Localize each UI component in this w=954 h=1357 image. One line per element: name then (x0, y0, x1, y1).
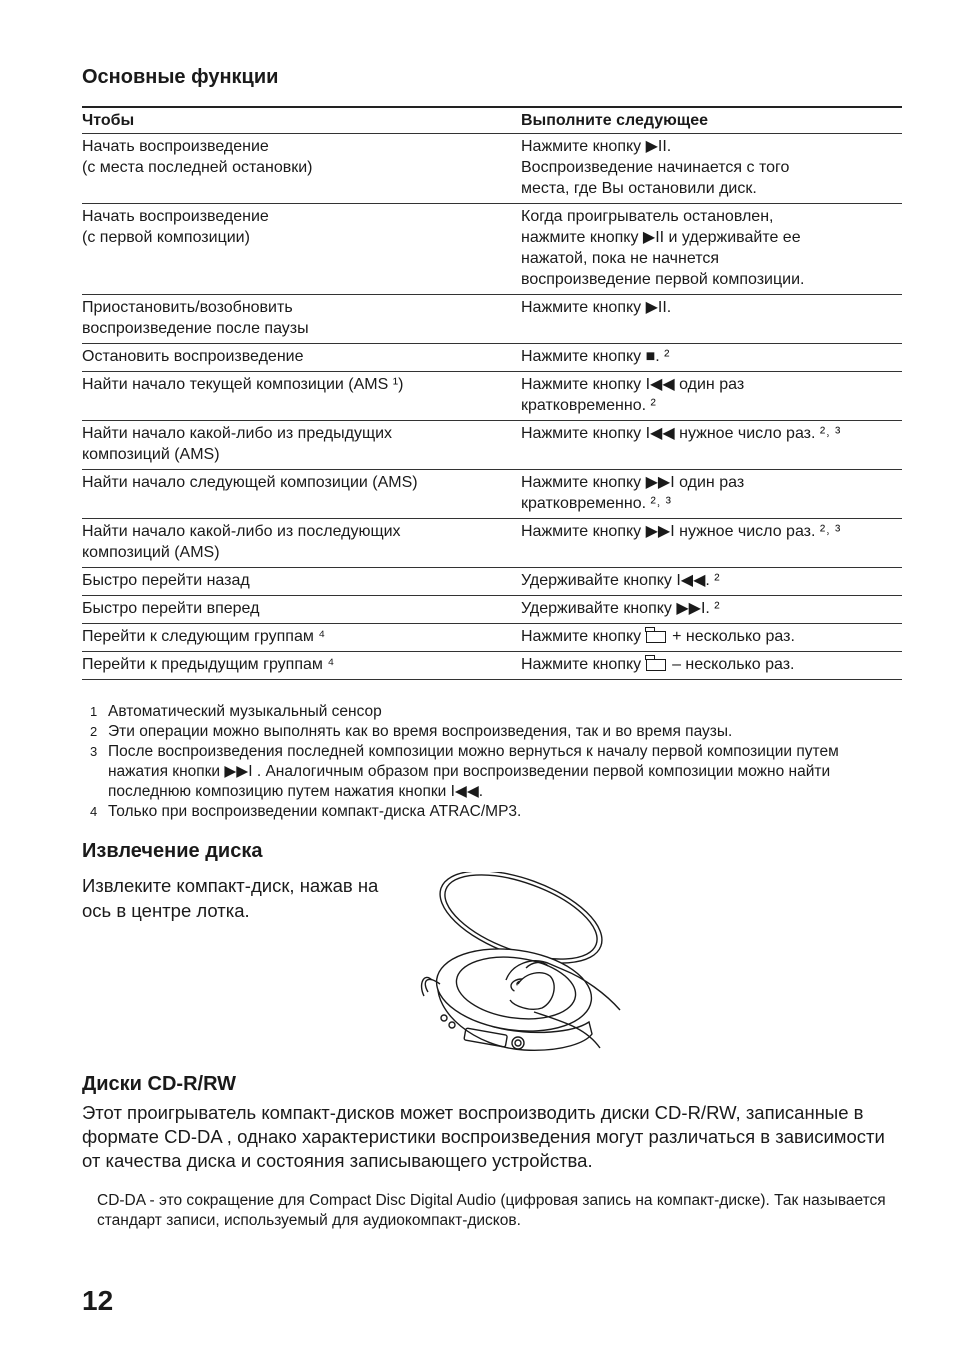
table-cell-purpose: Найти начало следующей композиции (AMS) (82, 470, 521, 519)
folder-icon (646, 659, 666, 671)
table-cell-purpose: Начать воспроизведение (с места последней остановки) (82, 134, 521, 204)
table-cell-action: Нажмите кнопку ▶II. (521, 295, 902, 344)
table-cell-action: Удерживайте кнопку I◀◀. ² (521, 568, 902, 596)
table-cell-purpose: Найти начало какой-либо из предыдущих композиций (AMS) (82, 421, 521, 470)
table-row (82, 470, 902, 519)
section-title-cdr-rw: Диски CD-R/RW (82, 1073, 237, 1095)
table-cell-purpose: Остановить воспроизведение (82, 344, 521, 372)
table-row (82, 204, 902, 295)
footnote: 1 Автоматический музыкальный сенсор (90, 703, 382, 720)
table-header-row (82, 107, 902, 134)
table-row (82, 624, 902, 652)
table-cell-action: Нажмите кнопку I◀◀ нужное число раз. ²˒ ³ (521, 421, 902, 470)
table-cell-purpose: Найти начало какой-либо из последующих композиций (AMS) (82, 519, 521, 568)
footnote: 4 Только при воспроизведении компакт-диска ATRAC/MP3. (90, 803, 522, 820)
section-title-eject: Извлечение диска (82, 840, 263, 862)
table-cell-action: Нажмите кнопку ▶II. Воспроизведение начинается с того места, где Вы остановили диск. (521, 134, 902, 204)
table-cell-action: Нажмите кнопку – несколько раз. (521, 652, 902, 680)
table-cell-purpose: Найти начало текущей композиции (AMS ¹) (82, 372, 521, 421)
table-row (82, 568, 902, 596)
table-row (82, 652, 902, 680)
table-cell-purpose: Перейти к предыдущим группам ⁴ (82, 652, 521, 680)
cd-player-eject-illustration (414, 872, 634, 1062)
table-cell-action: Когда проигрыватель остановлен, нажмите кнопку ▶II и удерживайте ее нажатой, пока не начнется воспроизведение первой композиции. (521, 204, 902, 295)
table-row (82, 372, 902, 421)
table-cell-purpose: Быстро перейти вперед (82, 596, 521, 624)
table-cell-purpose: Быстро перейти назад (82, 568, 521, 596)
section-title-basic-functions: Основные функции (82, 66, 279, 88)
table-cell-purpose: Начать воспроизведение (с первой композиции) (82, 204, 521, 295)
table-row (82, 596, 902, 624)
table-row (82, 421, 902, 470)
table-cell-action: Нажмите кнопку + несколько раз. (521, 624, 902, 652)
footnote: 3 После воспроизведения последней композиции можно вернуться к началу первой композиции путем нажатия кнопки ▶▶I . Аналогичным образом при воспроизведении первой композиции можно найти последнюю композицию путем нажатия кнопки I◀◀. (90, 743, 839, 800)
table-row (82, 344, 902, 372)
column-header-purpose: Чтобы (82, 107, 521, 134)
footnote: 2 Эти операции можно выполнять как во время воспроизведения, так и во время паузы. (90, 723, 733, 740)
table-cell-action: Нажмите кнопку ▶▶I нужное число раз. ²˒ ³ (521, 519, 902, 568)
eject-instructions: Извлеките компакт-диск, нажав на ось в центре лотка. (82, 875, 379, 921)
column-header-action: Выполните следующее (521, 107, 902, 134)
table-cell-purpose: Приостановить/возобновить воспроизведение после паузы (82, 295, 521, 344)
table-row (82, 134, 902, 204)
cdr-description: Этот проигрыватель компакт-дисков может воспроизводить диски CD-R/RW, записанные в формате CD-DA , однако характеристики воспроизведения могут различаться в зависимости от качества диска и состояния записывающего устройства. (82, 1102, 885, 1171)
table-cell-action: Нажмите кнопку I◀◀ один раз кратковременно. ² (521, 372, 902, 421)
table-cell-purpose: Перейти к следующим группам ⁴ (82, 624, 521, 652)
page-number: 12 (82, 1285, 114, 1316)
table-cell-action: Нажмите кнопку ■. ² (521, 344, 902, 372)
table-cell-action: Нажмите кнопку ▶▶I один раз кратковременно. ²˒ ³ (521, 470, 902, 519)
footnotes (90, 702, 890, 822)
functions-table (82, 106, 902, 680)
table-row (82, 295, 902, 344)
folder-icon (646, 631, 666, 643)
cdr-note: CD-DA - это сокращение для Compact Disc Digital Audio (цифровая запись на компакт-диске). Так называется стандарт записи, используемый для аудиокомпакт-дисков. (97, 1192, 886, 1229)
table-row (82, 519, 902, 568)
table-cell-action: Удерживайте кнопку ▶▶I. ² (521, 596, 902, 624)
